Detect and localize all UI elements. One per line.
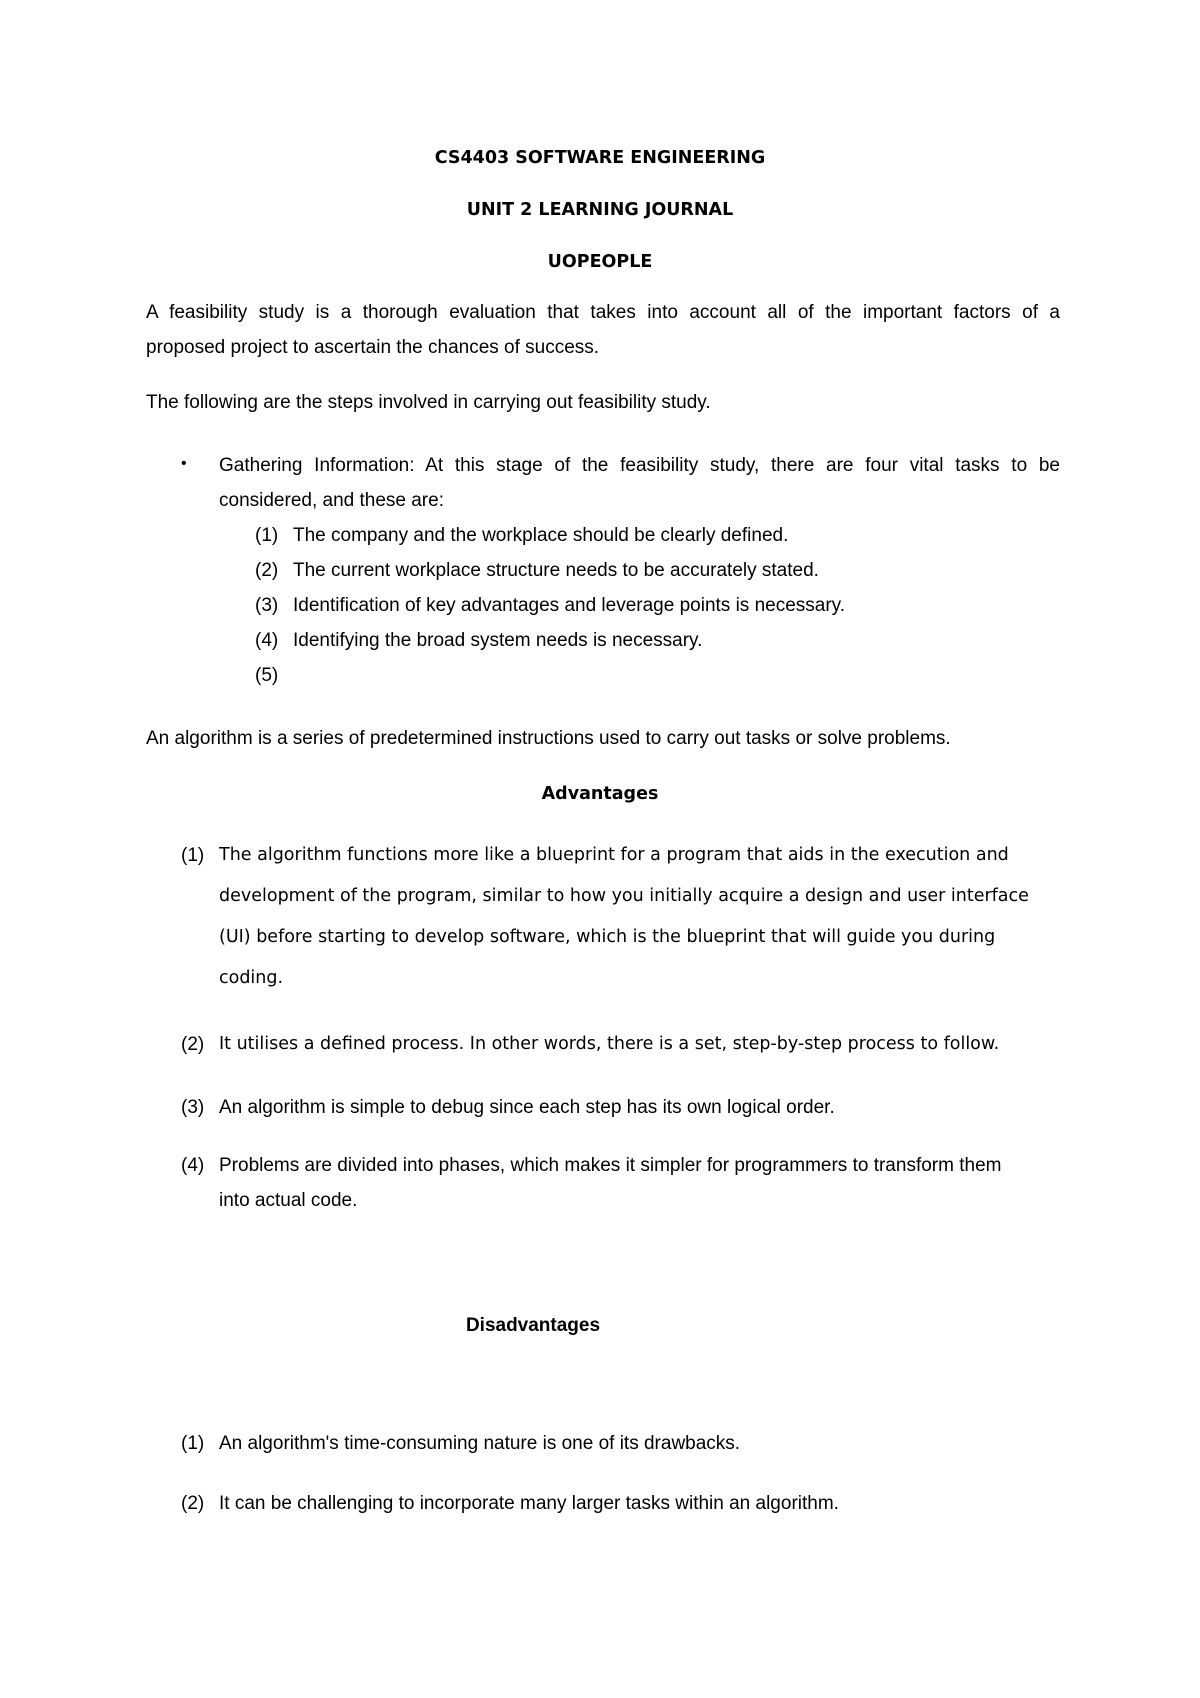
task-text: Identification of key advantages and leverage points is necessary. (293, 595, 846, 616)
advantages-heading: Advantages (541, 784, 659, 804)
advantage-number: (1) (181, 845, 205, 866)
advantage-number: (2) (181, 1034, 205, 1055)
task-text: The current workplace structure needs to be accurately stated. (293, 560, 819, 581)
disadvantage-number: (1) (181, 1433, 205, 1454)
task-number: (1) (255, 525, 279, 546)
steps-lead: The following are the steps involved in carrying out feasibility study. (146, 392, 711, 413)
task-number: (4) (255, 630, 279, 651)
task-number: (2) (255, 560, 279, 581)
advantage-line: coding. (219, 968, 284, 988)
gathering-line-1: Gathering Information: At this stage of the feasibility study, there are four vital tasks to be (219, 455, 1060, 476)
disadvantage-number: (2) (181, 1493, 205, 1514)
advantage-number: (3) (181, 1097, 205, 1118)
course-title: CS4403 SOFTWARE ENGINEERING (434, 148, 766, 168)
bullet-icon: • (181, 455, 187, 472)
journal-title: UNIT 2 LEARNING JOURNAL (466, 200, 734, 220)
institution-title: UOPEOPLE (547, 252, 653, 272)
advantage-line: development of the program, similar to how you initially acquire a design and user interface (219, 886, 1029, 906)
advantage-line: An algorithm is simple to debug since each step has its own logical order. (219, 1097, 835, 1118)
disadvantage-text: It can be challenging to incorporate many larger tasks within an algorithm. (219, 1493, 839, 1514)
task-number: (3) (255, 595, 279, 616)
intro-line-1: A feasibility study is a thorough evaluation that takes into account all of the important factors of a (146, 302, 1060, 323)
advantage-line: Problems are divided into phases, which makes it simpler for programmers to transform them (219, 1155, 1002, 1176)
advantage-line: (UI) before starting to develop software, which is the blueprint that will guide you during (219, 927, 996, 947)
algorithm-definition: An algorithm is a series of predetermined instructions used to carry out tasks or solve problems. (146, 728, 951, 749)
disadvantage-text: An algorithm's time-consuming nature is one of its drawbacks. (219, 1433, 741, 1454)
task-number: (5) (255, 665, 279, 686)
task-text: The company and the workplace should be clearly defined. (293, 525, 789, 546)
advantage-number: (4) (181, 1155, 205, 1176)
advantage-line: It utilises a defined process. In other words, there is a set, step-by-step process to follow. (219, 1034, 1000, 1054)
disadvantages-heading: Disadvantages (465, 1315, 601, 1336)
advantage-line: into actual code. (219, 1190, 358, 1211)
gathering-line-2: considered, and these are: (219, 490, 444, 511)
task-text: Identifying the broad system needs is necessary. (293, 630, 703, 651)
advantage-line: The algorithm functions more like a blueprint for a program that aids in the execution and (219, 845, 1009, 865)
intro-line-2: proposed project to ascertain the chances of success. (146, 337, 600, 358)
